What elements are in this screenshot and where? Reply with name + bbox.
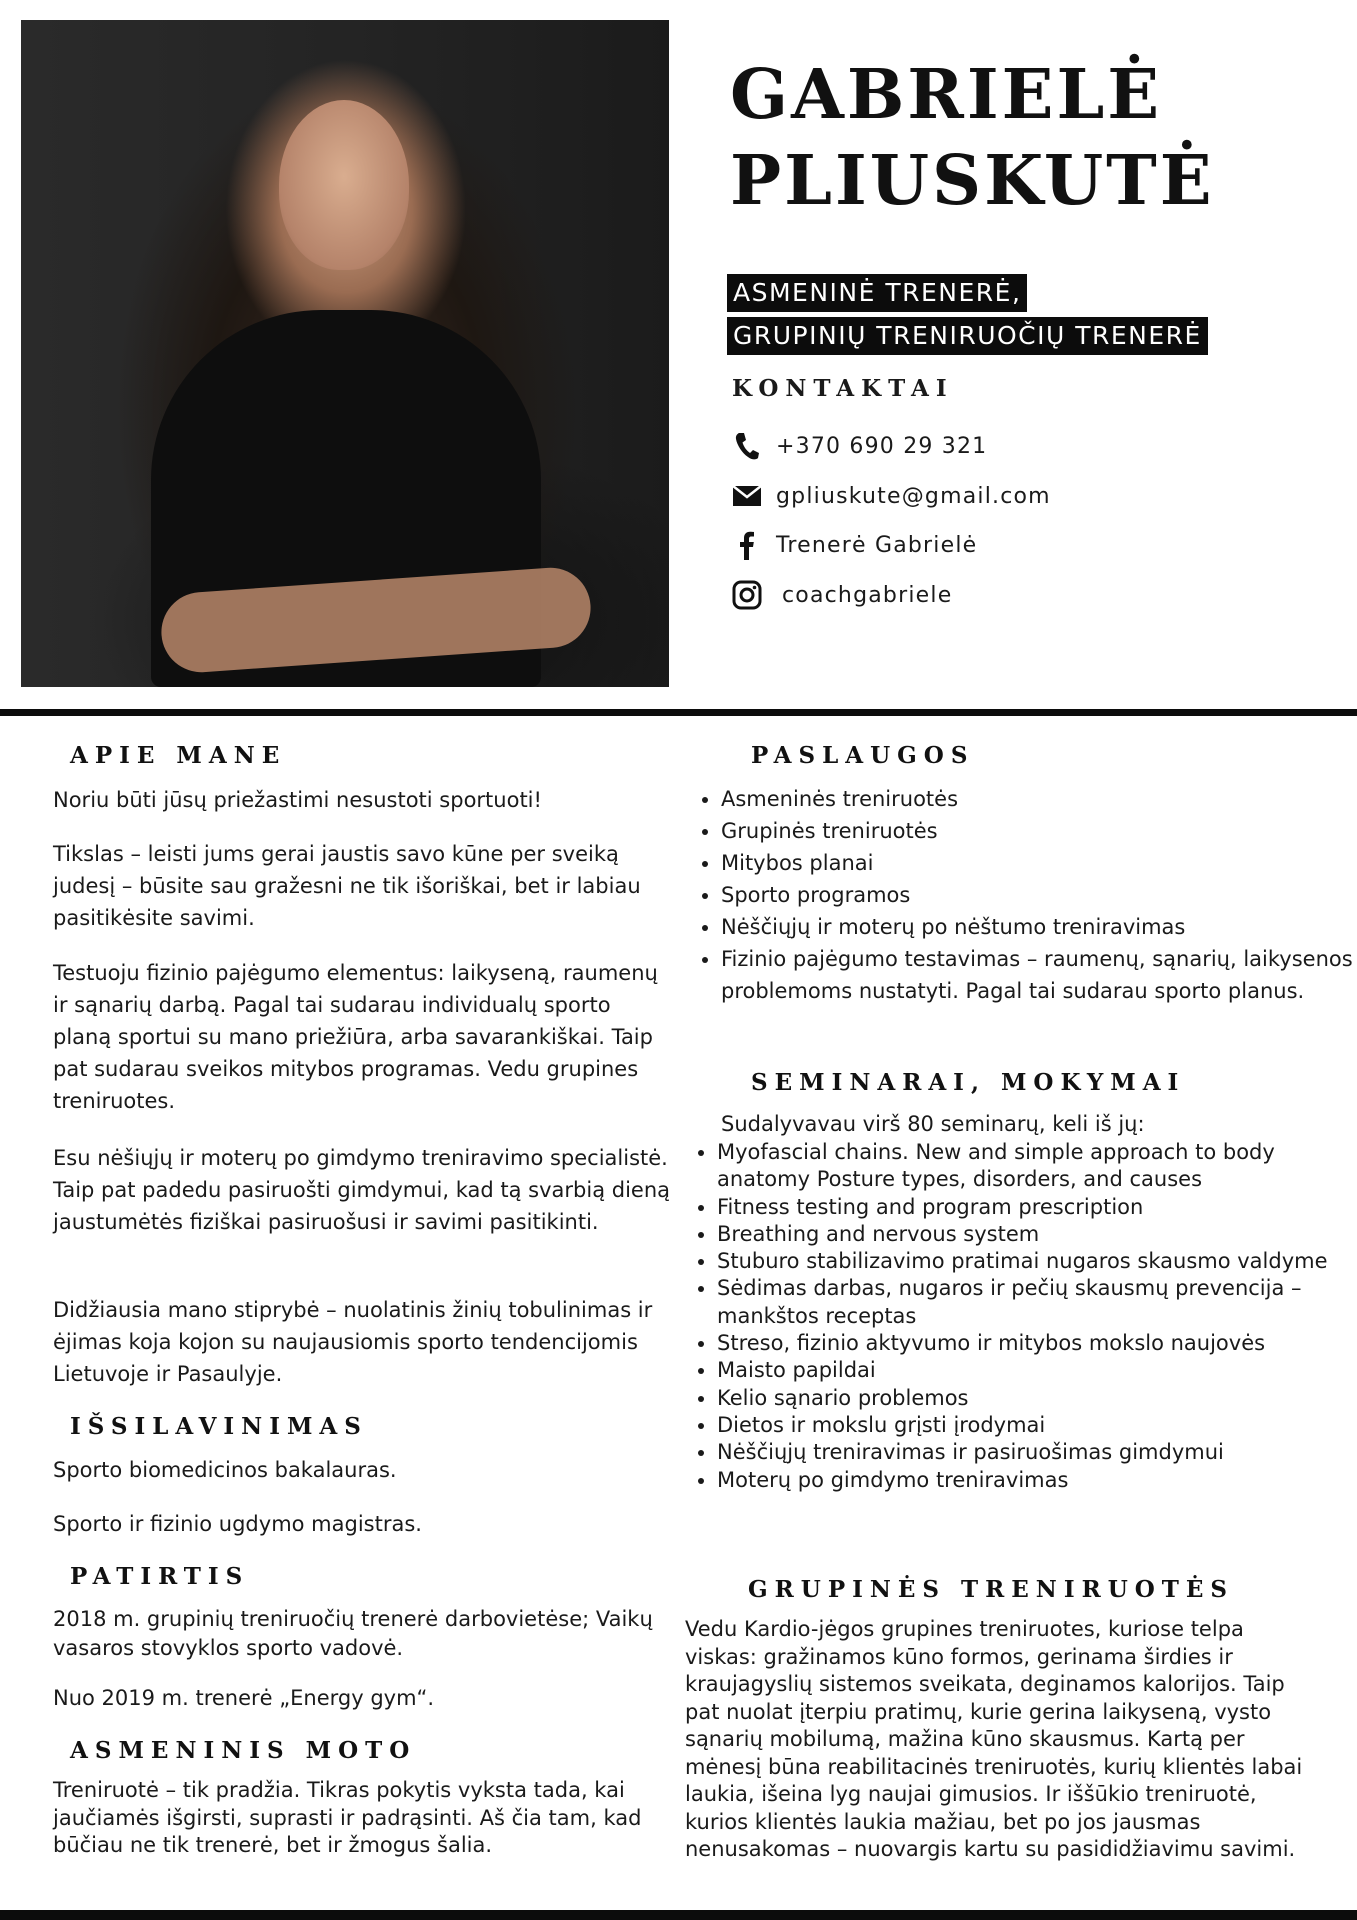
list-item: • Breathing and nervous system — [717, 1221, 1353, 1248]
list-item: • Streso, fizinio aktyvumo ir mitybos mokslo naujovės — [717, 1330, 1353, 1357]
group-training-heading: GRUPINĖS TRENIRUOTĖS — [748, 1576, 1235, 1603]
experience-item: Nuo 2019 m. trenerė „Energy gym“. — [53, 1686, 435, 1710]
portrait-photo — [21, 20, 669, 687]
list-item: • Asmeninės treniruotės — [721, 783, 1357, 815]
email-address: gpliuskute@gmail.com — [776, 483, 1051, 509]
education-item: Sporto ir fizinio ugdymo magistras. — [53, 1512, 422, 1536]
list-item: • Moterų po gimdymo treniravimas — [717, 1467, 1353, 1494]
phone-number: +370 690 29 321 — [776, 433, 988, 459]
list-item: • Stuburo stabilizavimo pratimai nugaros skausmo valdyme — [717, 1248, 1353, 1275]
about-paragraph: Didžiausia mano stiprybė – nuolatinis žinių tobulinimas ir ėjimas koja kojon su naujausiomis sporto tendencijomis Lietuvoje ir Pasaulyje. — [53, 1298, 653, 1386]
contact-phone[interactable] — [730, 428, 987, 464]
list-item: • Nėščiųjų ir moterų po nėštumo treniravimas — [721, 911, 1357, 943]
motto-heading: ASMENINIS MOTO — [70, 1737, 417, 1764]
role-title — [727, 274, 1208, 360]
seminars-intro: Sudalyvavau virš 80 seminarų, keli iš jų: — [721, 1112, 1145, 1136]
list-item: • Fizinio pajėgumo testavimas – raumenų, sąnarių, laikysenos problemoms nustatyti. Pagal tai sudarau sporto planus. — [721, 943, 1357, 1007]
contact-facebook[interactable] — [730, 527, 977, 563]
list-item: • Kelio sąnario problemos — [717, 1385, 1353, 1412]
list-item: • Sporto programos — [721, 879, 1357, 911]
phone-icon — [730, 429, 764, 463]
contact-instagram[interactable] — [730, 577, 952, 613]
seminars-list — [685, 1139, 1353, 1494]
role-line-2: GRUPINIŲ TRENIRUOČIŲ TRENERĖ — [727, 317, 1208, 355]
list-item: • Mitybos planai — [721, 847, 1357, 879]
about-paragraph: Testuoju fizinio pajėgumo elementus: laikyseną, raumenų ir sąnarių darbą. Pagal tai sudarau individualų sporto planą sportui su mano priežiūra, arba savarankiškai. Taip pat sudarau sveikos mitybos programas. Vedu grupines treniruotes. — [53, 961, 658, 1113]
name-line-1: GABRIELĖ — [730, 55, 1163, 135]
motto-text: Treniruotė – tik pradžia. Tikras pokytis vyksta tada, kai jaučiamės išgirsti, suprasti ir padrąsinti. Aš čia tam, kad būčiau ne tik trenerė, bet ir žmogus šalia. — [53, 1778, 642, 1857]
contacts-heading: KONTAKTAI — [732, 375, 954, 402]
about-paragraph: Tikslas – leisti jums gerai jaustis savo kūne per sveiką judesį – būsite sau gražesni ne tik išoriškai, bet ir labiau pasitikėsite savimi. — [53, 842, 641, 930]
list-item: • Myofascial chains. New and simple approach to body anatomy Posture types, disorders, and causes — [717, 1139, 1353, 1194]
about-paragraph: Noriu būti jūsų priežastimi nesustoti sportuoti! — [53, 788, 542, 812]
facebook-name: Trenerė Gabrielė — [776, 532, 978, 558]
group-training-text: Vedu Kardio-jėgos grupines treniruotes, kuriose telpa viskas: gražinamos kūno formos, gerinama širdies ir kraujagyslių sistemos sveikata, deginamos kalorijos. Taip pat nuolat įterpiu pratimų, kurie gerina laikyseną, vysto sąnarių mobilumą, mažina kūno skausmus. Kartą per mėnesį būna reabilitacinės treniruotės, kurių klientės labai laukia, išeina lyg naujai gimusios. Ir iššūkio treniruotė, kurios klientės laukia mažiau, bet po jos jausmas nenusakomas – nuovargis kartu su pasididžiavimu savimi. — [685, 1617, 1303, 1861]
education-item: Sporto biomedicinos bakalauras. — [53, 1458, 397, 1482]
about-heading: APIE MANE — [70, 742, 287, 769]
experience-item: 2018 m. grupinių treniruočių trenerė darbovietėse; Vaikų vasaros stovyklos sporto vadovė. — [53, 1607, 653, 1660]
section-divider — [0, 709, 1357, 716]
list-item: • Sėdimas darbas, nugaros ir pečių skausmų prevencija – mankštos receptas — [717, 1275, 1353, 1330]
instagram-handle: coachgabriele — [782, 582, 953, 608]
facebook-icon — [730, 528, 764, 562]
education-heading: IŠSILAVINIMAS — [70, 1413, 368, 1440]
portrait-face — [279, 100, 409, 270]
list-item: • Maisto papildai — [717, 1357, 1353, 1384]
contact-email[interactable] — [730, 478, 1051, 514]
list-item: • Fitness testing and program prescription — [717, 1194, 1353, 1221]
envelope-icon — [730, 479, 764, 513]
instagram-icon — [730, 578, 764, 612]
seminars-heading: SEMINARAI, MOKYMAI — [751, 1069, 1186, 1096]
name-line-2: PLIUSKUTĖ — [730, 141, 1215, 221]
list-item: • Nėščiųjų treniravimas ir pasiruošimas gimdymui — [717, 1439, 1353, 1466]
list-item: • Dietos ir mokslu grįsti įrodymai — [717, 1412, 1353, 1439]
role-line-1: ASMENINĖ TRENERĖ, — [727, 274, 1027, 312]
services-heading: PASLAUGOS — [751, 742, 975, 769]
services-list — [689, 783, 1357, 1007]
experience-heading: PATIRTIS — [70, 1563, 250, 1590]
person-name — [730, 52, 1215, 224]
about-paragraph: Esu nėšiųjų ir moterų po gimdymo treniravimo specialistė. Taip pat padedu pasiruošti gimdymui, kad tą svarbią dieną jaustumėtės fiziškai pasiruošusi ir savimi pasitikinti. — [53, 1146, 670, 1234]
list-item: • Grupinės treniruotės — [721, 815, 1357, 847]
bottom-border — [0, 1910, 1357, 1920]
